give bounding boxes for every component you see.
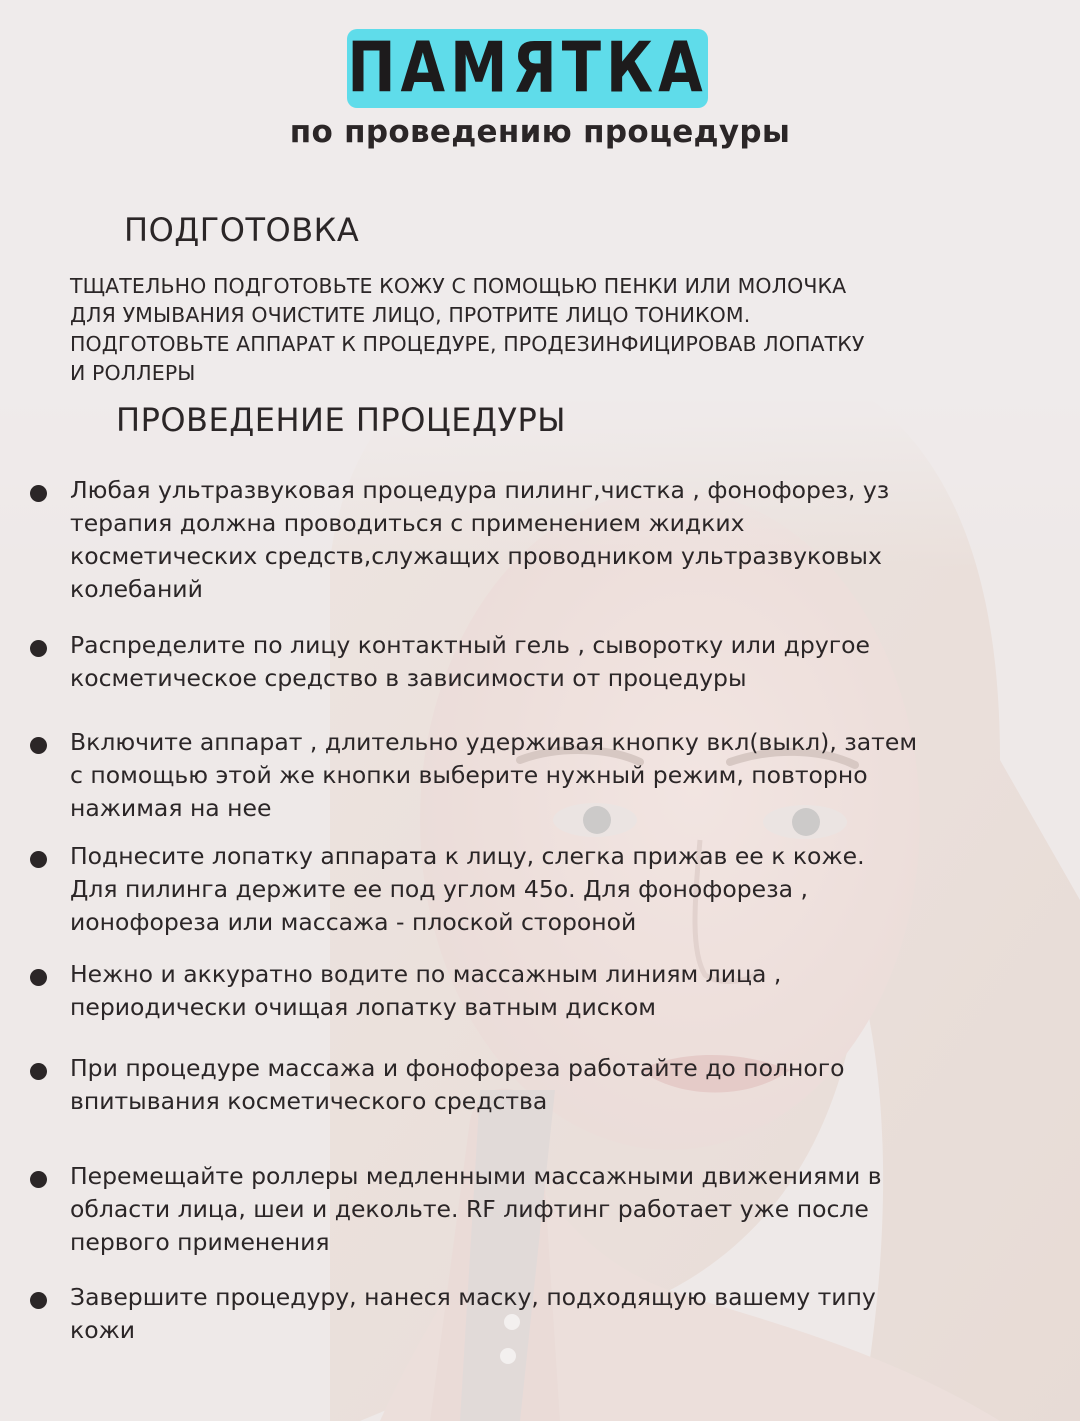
step-text <box>70 474 889 606</box>
procedure-step <box>30 840 1060 939</box>
step-text <box>70 958 781 1024</box>
preparation-line: ТЩАТЕЛЬНО ПОДГОТОВЬТЕ КОЖУ С ПОМОЩЬЮ ПЕНКИ ИЛИ МОЛОЧКА <box>70 274 847 298</box>
procedure-step <box>30 958 1060 1024</box>
step-line: Распределите по лицу контактный гель , сыворотку или другое <box>70 631 870 659</box>
step-line: Поднесите лопатку аппарата к лицу, слегка прижав ее к коже. <box>70 842 865 870</box>
step-line: колебаний <box>70 575 203 603</box>
preparation-line: ПОДГОТОВЬТЕ АППАРАТ К ПРОЦЕДУРЕ, ПРОДЕЗИНФИЦИРОВАВ ЛОПАТКУ <box>70 332 865 356</box>
bullet-icon <box>30 485 47 502</box>
step-text <box>70 840 865 939</box>
step-line: кожи <box>70 1316 136 1344</box>
procedure-step <box>30 629 1060 695</box>
bullet-icon <box>30 1171 47 1188</box>
preparation-line: И РОЛЛЕРЫ <box>70 361 196 385</box>
procedure-step <box>30 474 1060 606</box>
step-line: с помощью этой же кнопки выберите нужный режим, повторно <box>70 761 868 789</box>
step-text <box>70 1160 882 1259</box>
bullet-icon <box>30 969 47 986</box>
procedure-heading: ПРОВЕДЕНИЕ ПРОЦЕДУРЫ <box>116 401 566 439</box>
step-text <box>70 1281 876 1347</box>
preparation-text <box>70 272 1070 388</box>
step-line: терапия должна проводиться с применением жидких <box>70 509 745 537</box>
bullet-icon <box>30 640 47 657</box>
step-line: первого применения <box>70 1228 330 1256</box>
page-subtitle: по проведению процедуры <box>289 114 791 150</box>
step-line: При процедуре массажа и фонофореза работайте до полного <box>70 1054 845 1082</box>
step-line: Любая ультразвуковая процедура пилинг,чистка , фонофорез, уз <box>70 476 890 504</box>
step-line: периодически очищая лопатку ватным диском <box>70 993 657 1021</box>
bullet-icon <box>30 1292 47 1309</box>
step-line: Включите аппарат , длительно удерживая кнопку вкл(выкл), затем <box>70 728 918 756</box>
step-line: ионофореза или массажа - плоской стороной <box>70 908 637 936</box>
step-line: косметических средств,служащих проводником ультразвуковых <box>70 542 882 570</box>
step-line: области лица, шеи и декольте. RF лифтинг работает уже после <box>70 1195 869 1223</box>
step-line: впитывания косметического средства <box>70 1087 548 1115</box>
page-title: ПАМЯТКА <box>347 28 708 109</box>
step-line: Нежно и аккуратно водите по массажным линиям лица , <box>70 960 782 988</box>
procedure-step <box>30 1052 1060 1118</box>
step-line: Для пилинга держите ее под углом 45о. Для фонофореза , <box>70 875 808 903</box>
bullet-icon <box>30 851 47 868</box>
step-line: нажимая на нее <box>70 794 272 822</box>
preparation-line: ДЛЯ УМЫВАНИЯ ОЧИСТИТЕ ЛИЦО, ПРОТРИТЕ ЛИЦО ТОНИКОМ. <box>70 303 751 327</box>
preparation-heading: ПОДГОТОВКА <box>124 211 360 249</box>
step-text <box>70 629 870 695</box>
step-text <box>70 726 917 825</box>
bullet-icon <box>30 737 47 754</box>
procedure-step <box>30 1160 1060 1259</box>
step-line: косметическое средство в зависимости от процедуры <box>70 664 747 692</box>
step-line: Перемещайте роллеры медленными массажными движениями в <box>70 1162 882 1190</box>
procedure-step <box>30 726 1060 825</box>
title-badge <box>347 29 708 108</box>
bullet-icon <box>30 1063 47 1080</box>
step-text <box>70 1052 845 1118</box>
procedure-step <box>30 1281 1060 1347</box>
step-line: Завершите процедуру, нанеся маску, подходящую вашему типу <box>70 1283 876 1311</box>
